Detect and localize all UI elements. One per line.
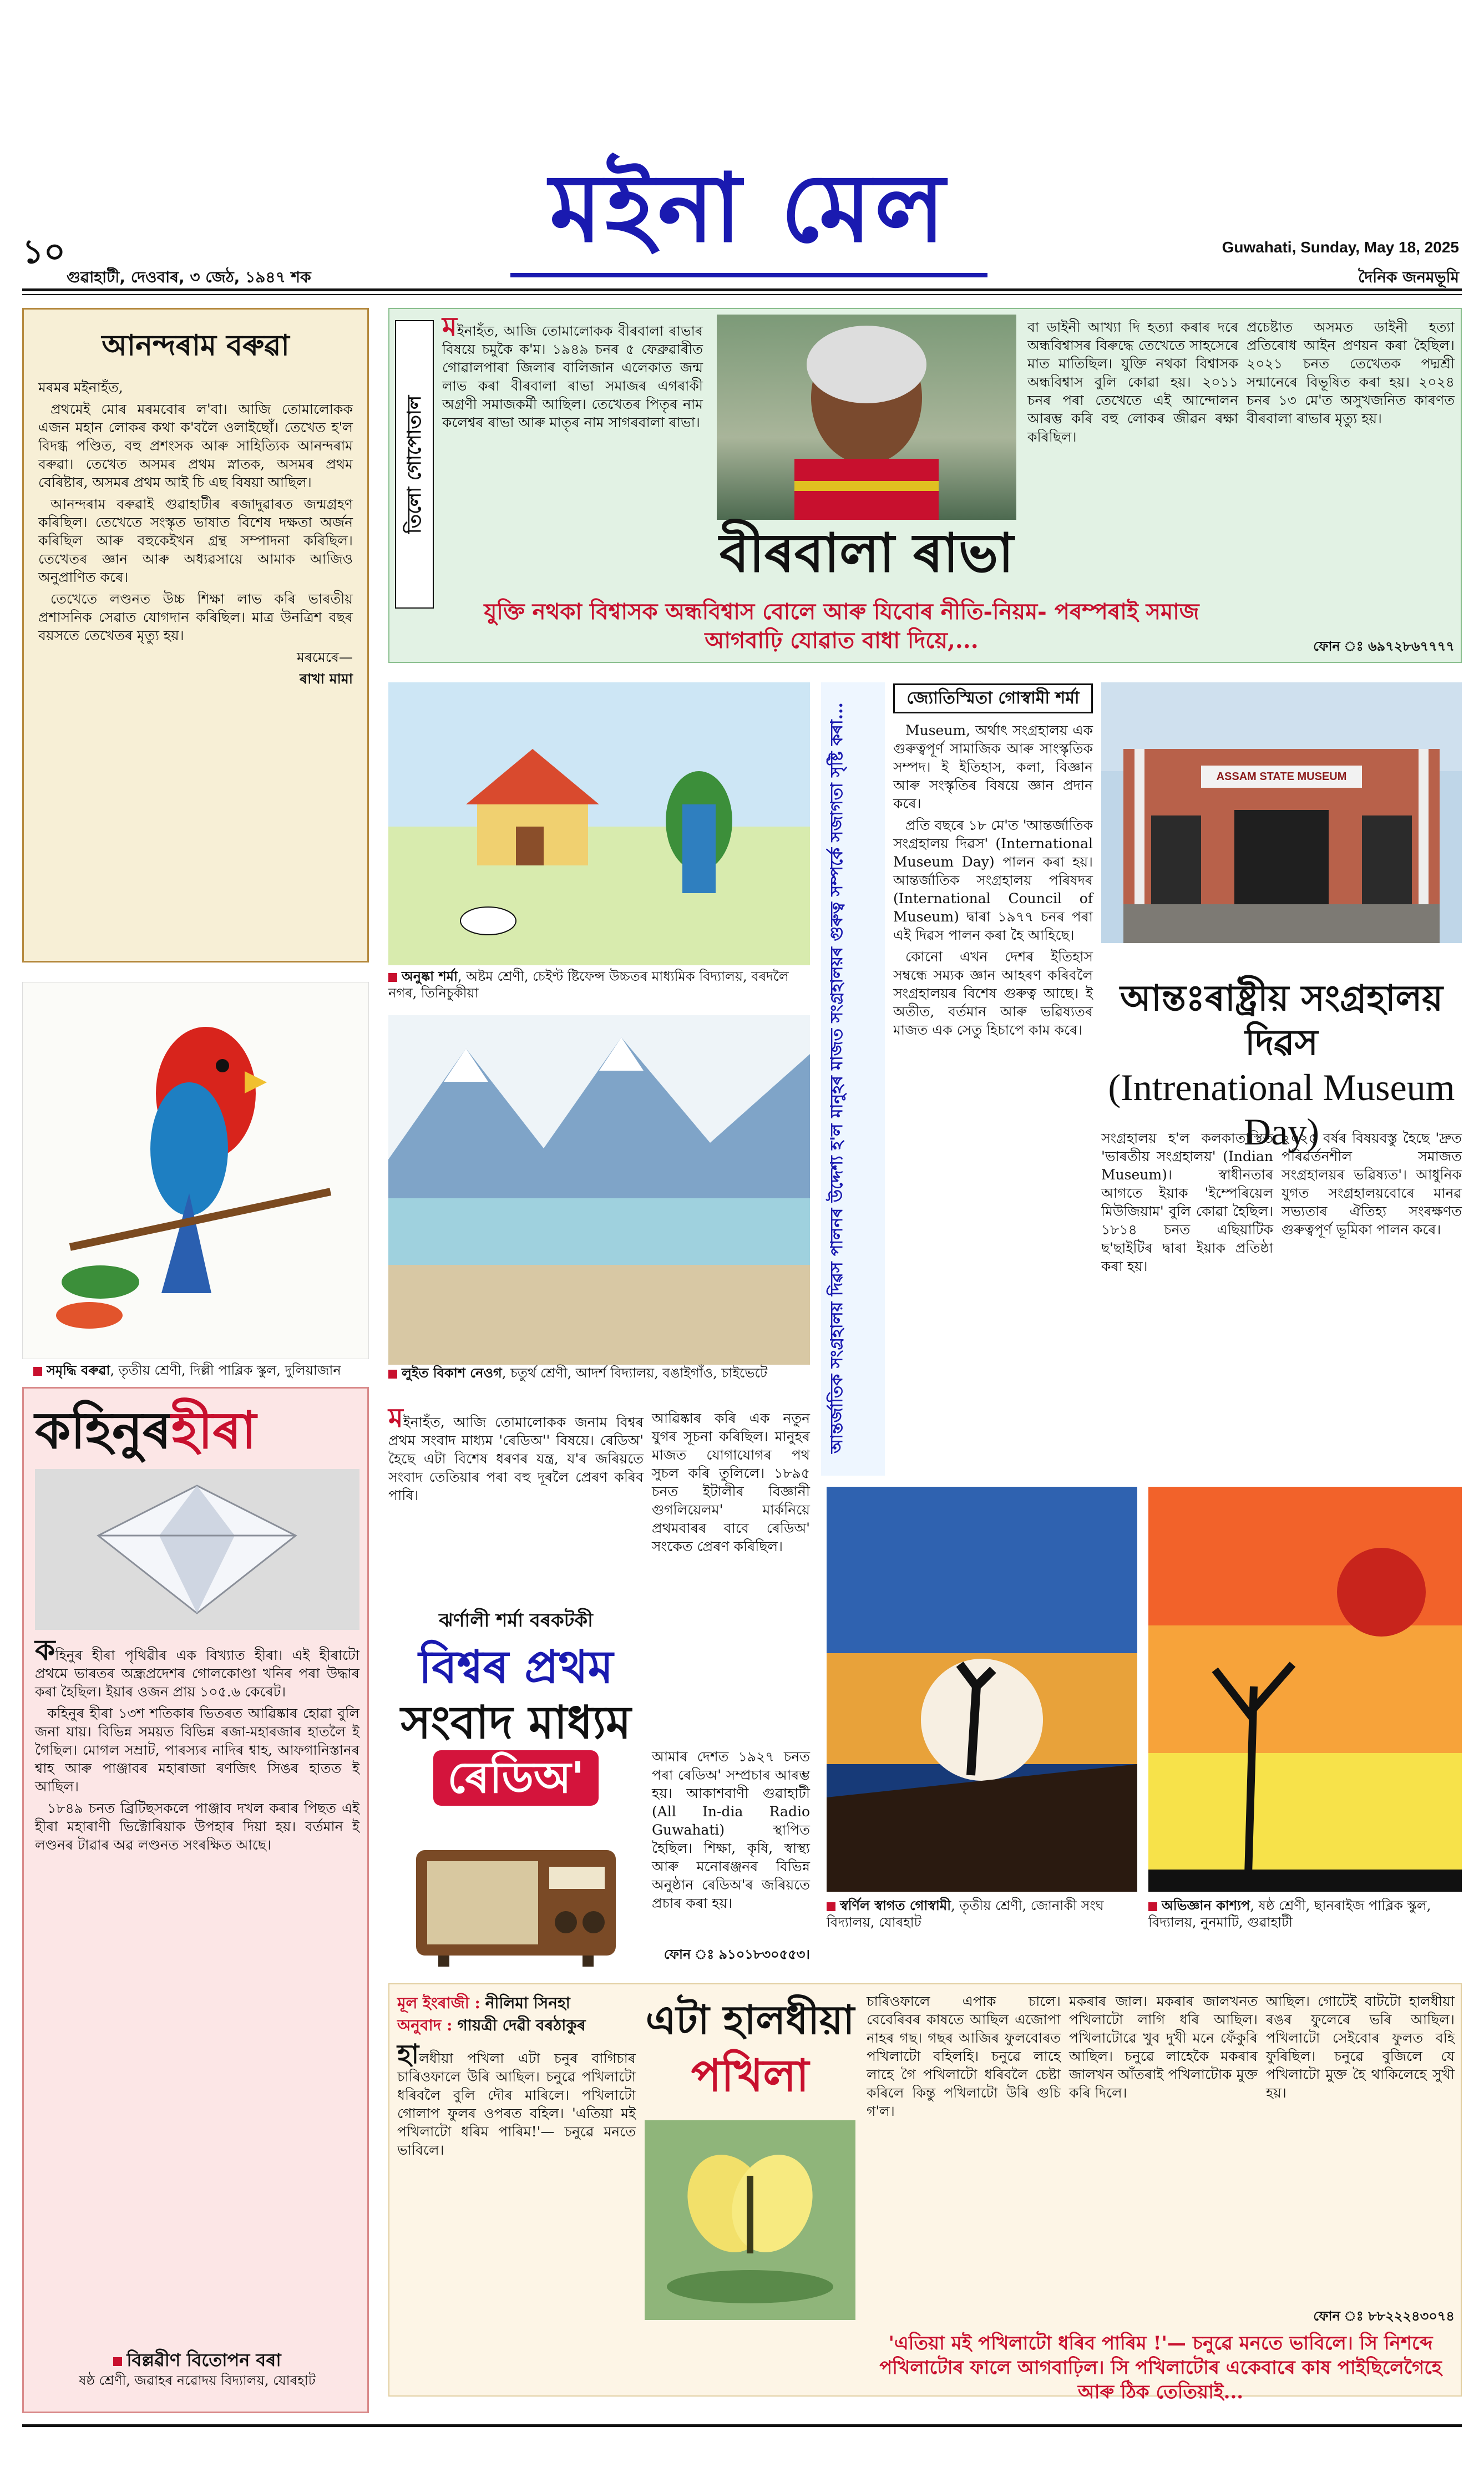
radio-col-3: আমাৰ দেশত ১৯২৭ চনত পৰা ৰেডিঅ' সম্প্ৰচাৰ আৰম্ভ হয়। আকাশবাণী গুৱাহাটী (All In-dia Radio Guwahati) স্থাপিত হৈছিল। শিক্ষা, কৃষি, স্বাস্থ্য আৰু মনোৰঞ্জনৰ বিভিন্ন অনুষ্ঠান ৰেডিঅ'ৰ জৰিয়তে প্ৰচাৰ কৰা হয়। [652,1749,810,1911]
masthead [0,0,1484,294]
drawing-caption-1 [388,968,810,1001]
masthead-date-en: Guwahati, Sunday, May 18, 2025 [1222,239,1459,256]
drawing-mountains-image [388,1015,810,1365]
radio-headline-3: ৰেডিঅ' [433,1750,599,1806]
drawing-house [388,682,810,965]
drawing-caption-5-name: অভিজ্ঞান কাশ্যপ [1162,1897,1250,1913]
museum-para-1: Museum, অৰ্থাৎ সংগ্ৰহালয় এক গুৰুত্বপূৰ্ণ সামাজিক আৰু সাংস্কৃতিক সম্পদ। ই ইতিহাস, কলা, বিজ্ঞান আৰু সংস্কৃতিৰ বিষয়ে জ্ঞান প্ৰদান কৰে। [893,722,1093,812]
anandaram-salutation: মৰমৰ মইনাহঁত, [38,379,123,396]
story-article [388,1983,1462,2403]
story-col-1 [397,2039,636,2389]
radio-col-1 [388,1402,644,1598]
drawing-caption-3-detail: , চতুৰ্থ শ্ৰেণী, আদৰ্শ বিদ্যালয়, বঙাইগাঁও, চাইভেটে [502,1365,768,1381]
drawing-caption-4 [827,1897,1137,1936]
kohinoor-para-3: ১৮৪৯ চনত ব্ৰিটিছসকলে পাঞ্জাব দখল কৰাৰ পিছত এই হীৰা মহাৰাণী ভিক্টোৰিয়াক উপহাৰ দিয়া হয়। বৰ্তমান ই লণ্ডনৰ টাৱাৰ অৱ লণ্ডনত সংৰক্ষিত আছে। [35,1800,360,1853]
museum-side-text [821,682,885,1476]
story-phone: ফোন ঃ ৮৮২২২৪৩০৭৪ [1313,2308,1455,2324]
drawing-caption-2-name: সমৃদ্ধি বৰুৱা [47,1362,110,1378]
radio-author: ঝৰ্ণালী শৰ্মা বৰকটকী [439,1609,593,1632]
museum-photo [1101,682,1462,943]
drawing-parrot-image [23,982,369,1360]
anandaram-para-1: প্ৰথমেই মোৰ মৰমবোৰ ল'বা। আজি তোমালোকক এজন মহান লোকৰ কথা ক'বলৈ ওলাইছোঁ। তেখেত হ'ল বিদগ্ধ পণ্ডিত, বহু প্ৰশংসক আৰু সাহিত্যিক আনন্দৰাম বৰুৱা। তেখেত অসমৰ প্ৰথম স্নাতক, অসমৰ প্ৰথম বেৰিষ্টাৰ, অসমৰ প্ৰথম আই চি এছ বিষয়া আছিল। [38,401,353,490]
museum-col-2: সংগ্ৰহালয় হ'ল কলকাতাস্থিত 'ভাৰতীয় সংগ্ৰহালয়' (Indian Museum)। স্বাধীনতাৰ আগতে ইয়াক 'ইম্পেৰিয়েল মিউজিয়াম' বুলি কোৱা হৈছিল। ১৮১৪ চনত এছিয়াটিক ছ'ছাইটিৰ দ্বাৰা ইয়াক প্ৰতিষ্ঠা কৰা হয়। [1101,1130,1273,1274]
story-dropcap: হা [397,2039,419,2070]
kohinoor-byline-name [35,2348,359,2372]
drawing-caption-5-detail: , ষষ্ঠ শ্ৰেণী, ছানৰাইজ পাব্লিক স্কুল, বিদ্যালয়, নুনমাটি, গুৱাহাটী [1148,1898,1431,1930]
beerbala-col-2: বা ডাইনী আখ্যা দি হত্যা কৰাৰ দৰে অন্ধবিশ্বাসৰ বিৰুদ্ধে তেখেতে সাহসেৰে মাত মাতিছিল। যুক্তি নথকা বিশ্বাসক অন্ধবিশ্বাস বুলি কোৱা হয়। ২০১১ চনৰ পৰা তেখেতে এই আন্দোলন আৰম্ভ কৰি বহু লোকৰ জীৱন ৰক্ষা কৰিছিল। [1027,319,1238,445]
museum-para-2: প্ৰতি বছৰে ১৮ মে'ত 'আন্তৰ্জাতিক সংগ্ৰহালয় দিৱস' (International Museum Day) পালন কৰা হয়। আন্তৰ্জাতিক সংগ্ৰহালয় পৰিষদৰ (International Council of Museum) দ্বাৰা ১৯৭৭ চনৰ পৰা এই দিৱস পালন কৰা হৈ আহিছে। [893,817,1093,943]
anandaram-para-2: আনন্দৰাম বৰুৱাই গুৱাহাটীৰ ৰজাদুৱাৰত জন্মগ্ৰহণ কৰিছিল। তেখেতে সংস্কৃত ভাষাত বিশেষ দক্ষতা অৰ্জন কৰিছিল আৰু বহুকেইখন গ্ৰন্থ সম্পাদনা কৰিছিল। তেখেতৰ জ্ঞান আৰু অধ্যৱসায়ে আমাক আজিও অনুপ্ৰাণিত কৰে। [38,496,353,585]
radio-headline-1: বিশ্বৰ প্ৰথম [418,1640,614,1694]
radio-image [405,1828,627,1972]
story-title-2: পখিলা [691,2049,809,2101]
beerbala-article [388,308,1462,663]
museum-side-quote: আন্তৰ্জাতিক সংগ্ৰহালয় দিৱস পালনৰ উদ্দেশ্য হ'ল মানুহৰ মাজত সংগ্ৰহালয়ৰ গুৰুত্ব সম্পৰ্কে সজাগতা সৃষ্টি কৰা... [827,702,847,1453]
kohinoor-byline-name-text: বিল্লৱীণ বিতোপন বৰা [126,2349,281,2370]
drawing-caption-4-detail: , তৃতীয় শ্ৰেণী, জোনাকী সংঘ বিদ্যালয়, যোৰহাট [827,1898,1104,1930]
caption-marker-icon [827,1902,835,1911]
story-title-1: এটা হালধীয়া [645,1996,855,2043]
caption-marker-icon [1148,1902,1157,1911]
caption-marker-icon [113,2357,122,2366]
radio-phone: ফোন ঃ ৯১০১৮৩০৫৫৩। [664,1946,810,1962]
masthead-date-local: গুৱাহাটী, দেওবাৰ, ৩ জেঠ, ১৯৪৭ শক [67,268,311,286]
caption-marker-icon [388,973,397,982]
kohinoor-para-1 [35,1633,359,1701]
story-col-2: চাৰিওফালে এপাক চালে। বেবেৰিবৰ কাষতে আছিল এজোপা নাহৰ গছ। গছৰ আজিৰ ফুলবোৰত পখিলাটো বহিলহি। চনুৱে লাহে লাহে গৈ পখিলাটো ধৰিবলৈ চেষ্টা কৰিলে কিন্তু পখিলাটো উৰি গুচি গ'ল। [867,1993,1061,2119]
anandaram-article [22,308,369,963]
kohinoor-para-1-text: হিনুৰ হীৰা পৃথিৱীৰ এক বিখ্যাত হীৰা। এই হীৰাটো প্ৰথমে ভাৰতৰ অন্ধ্ৰপ্ৰদেশৰ গোলকোণ্ডা খনিৰ পৰা উদ্ধাৰ কৰা হৈছিল। ইয়াৰ ওজন প্ৰায় ১০৫.৬ কেৰেট। [35,1647,359,1700]
story-col-4: আছিল। গোটেই বাটটো হালধীয়া ৰঙৰ ফুলেৰে ভৰি আছিল। পখিলাটো সেইবোৰ ফুলত বহি ফুৰিছিল। চনুৱে বুজিলে যে পখিলাটো মুক্ত হৈ থাকিলেহে সুখী হয়। [1266,1993,1455,2101]
beerbala-tagline: যুক্তি নথকা বিশ্বাসক অন্ধবিশ্বাস বোলে আৰু যিবোৰ নীতি-নিয়ম- পৰম্পৰাই সমাজ আগবাঢ়ি যোৱাত বাধা দিয়ে,... [484,599,1199,654]
beerbala-side-label: তিলো গোপোতাল [395,320,434,609]
drawing-parrot [22,982,369,1359]
masthead-rule-thin [22,294,1462,295]
radio-col-1-text: ইনাহঁত, আজি তোমালোকক জনাম বিশ্বৰ প্ৰথম সংবাদ মাধ্যম 'ৰেডিঅ'' বিষয়ে। ৰেডিঅ' হৈছে এটা বিশেষ ধৰণৰ যন্ত্ৰ, য'ৰ জৰিয়তে সংবাদ তেতিয়াৰ পৰা বহু দূৰলৈ প্ৰেৰণ কৰিব পাৰি। [388,1414,644,1503]
drawing-sunset-sun [1148,1487,1462,1892]
museum-heading-assamese: আন্তঃৰাষ্ট্ৰীয় সংগ্ৰহালয় দিৱস [1120,977,1443,1063]
drawing-sunset-sun-image [1148,1487,1462,1892]
drawing-caption-1-detail: , অষ্টম শ্ৰেণী, চেইণ্ট ষ্টিফেন্স উচ্চতৰ মাধ্যমিক বিদ্যালয়, বৰদলৈ নগৰ, তিনিচুকীয়া [388,969,789,1001]
museum-heading [1101,976,1462,1153]
beerbala-col-3: প্ৰচেষ্টাত অসমত ডাইনী হত্যা প্ৰতিৰোধ আইন প্ৰণয়ন কৰা হৈছিল। ২০২১ চনত তেখেতক পদ্মশ্ৰী সন্মানেৰে বিভূষিত কৰা হয়। ২০২৪ চনৰ ১৩ মে'ত অসুখজনিত কাৰণত বীৰবালা ৰাভাৰ মৃত্যু হয়। [1247,319,1455,427]
kohinoor-title [35,1400,359,1461]
drawing-mountains [388,1015,810,1365]
kohinoor-diamond-image [35,1469,359,1630]
story-quote: 'এতিয়া মই পখিলাটো ধৰিব পাৰিম !'— চনুৱে মনতে ভাবিলে। সি নিশব্দে পখিলাটোৰ ফালে আগবাঢ়িল। সি পখিলাটোৰ একেবাৰে কাষ পাইছিলেগৈহে আৰু ঠিক তেতিয়াই... [879,2332,1442,2403]
page-number: ১০ [22,232,65,271]
beerbala-dropcap: ম [442,311,457,342]
kohinoor-byline-school: ষষ্ঠ শ্ৰেণী, জৱাহৰ নৱোদয় বিদ্যালয়, যোৰহাট [79,2373,316,2388]
anandaram-signoff: মৰমেৰে— [296,649,353,665]
anandaram-signature: ৰাখা মামা [300,671,353,687]
beerbala-col-1-text: ইনাহঁত, আজি তোমালোকক বীৰবালা ৰাভাৰ বিষয়ে চমুকৈ ক'ম। ১৯৪৯ চনৰ ৫ ফেব্ৰুৱাৰীত গোৱালপাৰা জিলাৰ বালিজান এলেকাত জন্ম লাভ কৰা বীৰবালা ৰাভা সমাজৰ এগৰাকী অগ্ৰণী সমাজকৰ্মী আছিল। তেখেতৰ পিতৃৰ নাম কলেশ্বৰ ৰাভা আৰু মাতৃৰ নাম সাগৰবালা ৰাভা। [442,323,703,430]
portrait-icon [717,315,1016,520]
museum-heading-english: (Intrenational Museum Day) [1108,1066,1455,1153]
radio-dropcap: ম [388,1402,403,1433]
museum-col-1 [893,721,1093,1470]
story-original-credit [397,1992,636,2014]
drawing-sunset-tree [827,1487,1137,1892]
museum-para-3: কোনো এখন দেশৰ ইতিহাস সম্বন্ধে সম্যক জ্ঞান আহৰণ কৰিবলৈ সংগ্ৰহালয়ৰ বিশেষ গুৰুত্ব আছে। ই অতীত, বৰ্তমান আৰু ভৱিষ্যতৰ মাজত এক সেতু হিচাপে কাম কৰে। [893,949,1093,1038]
anandaram-para-3: তেখেতে লণ্ডনত উচ্চ শিক্ষা লাভ কৰি ভাৰতীয় প্ৰশাসনিক সেৱাত যোগদান কৰিছিল। মাত্ৰ উনত্ৰিশ বছৰ বয়সতে তেখেতৰ মৃত্যু হয়। [38,591,353,644]
masthead-paper-name: দৈনিক জনমভূমি [1358,268,1459,286]
butterfly-icon [645,2120,855,2320]
drawing-caption-4-name: স্বৰ্ণিল স্বাগত গোস্বামী [840,1897,951,1913]
kohinoor-dropcap: ক [35,1633,55,1667]
caption-marker-icon [33,1367,42,1376]
anandaram-body [38,378,353,688]
story-col-1-text: লধীয়া পখিলা এটা চনুৰ বাগিচাৰ চাৰিওফালে উৰি আছিল। চনুৱে পখিলাটো ধৰিবলৈ বুলি দৌৰ মাৰিলে। পখিলাটো গোলাপ ফুলৰ ওপৰত বহিল। 'এতিয়া মই পখিলাটো ধৰিম পাৰিম!'— চনুৱে মনতে ভাবিলে। [397,2050,636,2158]
radio-icon [405,1828,627,1972]
kohinoor-para-2: কহিনুৰ হীৰা ১৩শ শতিকাৰ ভিতৰত আৱিষ্কাৰ হোৱা বুলি জনা যায়। বিভিন্ন সময়ত বিভিন্ন ৰজা-মহাৰজাৰ হাতলৈ ই গৈছিল। মোগল সম্ৰাট, পাৰস্যৰ নাদিৰ শ্বাহ, আফগানিস্তানৰ শ্বাহ আৰু পাঞ্জাবৰ মহাৰাজা ৰণজিৎ সিঙৰ হাতত ই আছিল। [35,1705,359,1795]
masthead-title: মইনা মেল [549,153,949,264]
kohinoor-article [22,1387,369,2413]
diamond-icon [35,1469,359,1630]
story-title [645,1992,855,2114]
masthead-title-underline [510,273,987,277]
beerbala-portrait [717,315,1016,520]
museum-col-3: ২০২৫ বৰ্ষৰ বিষয়বস্তু হৈছে 'দ্ৰুত পৰিৱৰ্তনশীল সমাজত সংগ্ৰহালয়ৰ ভৱিষ্যত'। আধুনিক যুগত সংগ্ৰহালয়বোৰে মানৱ সভ্যতাৰ ঐতিহ্য সংৰক্ষণত গুৰুত্বপূৰ্ণ ভূমিকা পালন কৰে। [1282,1130,1462,1238]
story-translation-credit [397,2014,636,2037]
beerbala-title: বীৰবালা ৰাভা [719,521,1014,584]
museum-building-image [1101,682,1462,943]
museum-byline: জ্যোতিস্মিতা গোস্বামী শৰ্মা [893,683,1093,713]
radio-headline-2: সংবাদ মাধ্যম [401,1696,631,1749]
radio-headline [388,1639,644,1817]
drawing-caption-5 [1148,1897,1462,1953]
story-col-3: মকৰাৰ জাল। মকৰাৰ জালখনত পখিলাটো লাগি ধৰি আছিল। পখিলাটোৱে খুব দুখী মনে ফেঁকুৰি আছিল। চনুৱে লাহেকৈ মকৰাৰ জালখন আঁতৰাই পখিলাটোক মুক্ত কৰি দিলে। [1069,1993,1258,2101]
beerbala-phone: ফোন ঃ ৬৯৭২৮৬৭৭৭৭ [1313,638,1455,654]
story-original-name: নীলিমা সিনহা [485,1994,570,2012]
kohinoor-byline [35,2348,359,2409]
story-butterfly-image [645,2120,855,2320]
drawing-caption-3 [388,1365,810,1398]
beerbala-col-1 [442,311,703,595]
story-credits [397,1992,636,2042]
drawing-caption-2 [33,1362,366,1384]
museum-building-sign: ASSAM STATE MUSEUM [1216,771,1347,783]
story-original-label: মূল ইংৰাজী : [397,1994,480,2012]
drawing-caption-1-name: অনুষ্কা শৰ্মা [402,968,458,984]
drawing-caption-2-detail: , তৃতীয় শ্ৰেণী, দিল্লী পাব্লিক স্কুল, দুলিয়াজান [110,1362,341,1378]
masthead-rule [22,288,1462,291]
drawing-caption-3-name: লুইত বিকাশ নেওগ [402,1365,502,1381]
anandaram-title: আনন্দৰাম বৰুৱা [102,328,290,362]
radio-col-2: আৱিষ্কাৰ কৰি এক নতুন যুগৰ সূচনা কৰিছিল। মানুহৰ মাজত যোগাযোগৰ পথ সুচল কৰি তুলিলে। ১৮৯৫ চনত ইটালীৰ বিজ্ঞানী গুগলিয়েলম' মাৰ্কনিয়ে প্ৰথমবাৰৰ বাবে ৰেডিঅ' সংকেত প্ৰেৰণ কৰিছিল। [652,1410,810,1554]
kohinoor-title-red: হীৰা [171,1400,256,1460]
drawing-house-image [388,682,810,965]
drawing-sunset-tree-image [827,1487,1137,1892]
footer-rule [22,2424,1462,2427]
kohinoor-title-black: কহিনুৰ [35,1400,171,1460]
story-translation-label: অনুবাদ : [397,2016,453,2034]
kohinoor-body [35,1633,360,2334]
caption-marker-icon [388,1370,397,1379]
story-translation-name: গায়ত্ৰী দেৱী বৰঠাকুৰ [457,2016,586,2034]
